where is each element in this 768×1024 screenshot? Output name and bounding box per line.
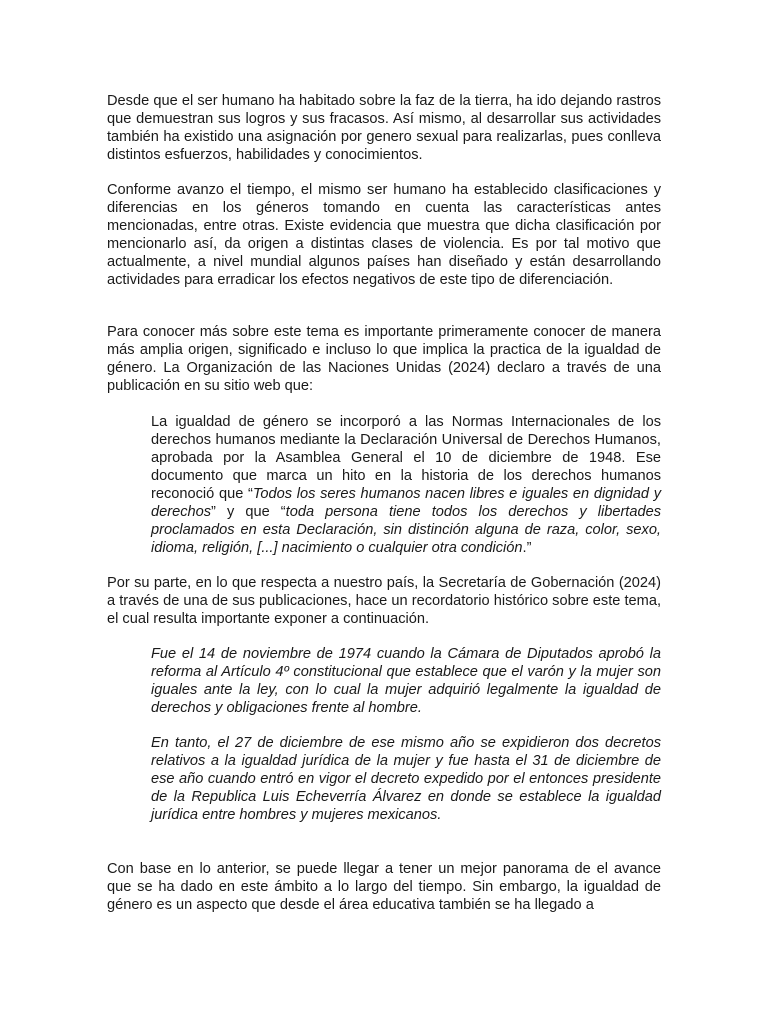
quote-italic-first: Todos los seres humanos nacen libres e iguales en dignidad y derechos bbox=[151, 486, 661, 520]
paragraph-un-intro: Para conocer más sobre este tema es importante primeramente conocer de manera más amplia origen, significado e incluso lo que implica la practica de la igualdad de género. La Organización de las Naciones Unidas (2024) declaro a través de una publicación en su sitio web que: bbox=[107, 324, 661, 394]
paragraph-intro: Desde que el ser humano ha habitado sobre la faz de la tierra, ha ido dejando rastros que demuestran sus logros y sus fracasos. Así mismo, al desarrollar sus actividades también ha existido una asignación por genero sexual para realizarlas, pues conlleva distintos esfuerzos, habilidades y conocimientos. bbox=[107, 93, 661, 163]
block-quote-segob-decrees: En tanto, el 27 de diciembre de ese mismo año se expidieron dos decretos relativos a la igualdad jurídica de la mujer y fue hasta el 31 de diciembre de ese año cuando entró en vigor el decreto expedido por el entonces presidente de la Republica Luis Echeverría Álvarez en donde se establece la igualdad jurídica entre hombres y mujeres mexicanos. bbox=[151, 735, 661, 823]
block-quote-segob-1974: Fue el 14 de noviembre de 1974 cuando la Cámara de Diputados aprobó la reforma al Artículo 4º constitucional que establece que el varón y la mujer son iguales ante la ley, con lo cual la mujer adquirió legalmente la igualdad de derechos y obligaciones frente al hombre. bbox=[151, 646, 661, 716]
quote-closing: .” bbox=[522, 540, 532, 556]
quote-connector: ” y que “ bbox=[211, 504, 286, 520]
block-quote-un bbox=[151, 413, 661, 557]
quote-plain-text: La igualdad de género se incorporó a las Normas Internacionales de los derechos humanos mediante la Declaración Universal de Derechos Humanos, aprobada por la Asamblea General el 10 de diciembre de 1948. Ese documento que marca un hito en la historia de los derechos humanos reconoció que “ bbox=[151, 414, 661, 502]
paragraph-conclusion: Con base en lo anterior, se puede llegar a tener un mejor panorama de el avance que se ha dado en este ámbito a lo largo del tiempo. Sin embargo, la igualdad de género es un aspecto que desde el área educativa también se ha llegado a bbox=[107, 861, 661, 913]
paragraph-segob-intro: Por su parte, en lo que respecta a nuestro país, la Secretaría de Gobernación (2024) a través de una de sus publicaciones, hace un recordatorio histórico sobre este tema, el cual resulta importante exponer a continuación. bbox=[107, 575, 661, 627]
quote-italic-second: toda persona tiene todos los derechos y libertades proclamados en esta Declaración, sin distinción alguna de raza, color, sexo, idioma, religión, [...] nacimiento o cualquier otra condición bbox=[151, 504, 662, 556]
paragraph-classification: Conforme avanzo el tiempo, el mismo ser humano ha establecido clasificaciones y diferencias en los géneros tomando en cuenta las características antes mencionadas, entre otras. Existe evidencia que muestra que dicha clasificación por mencionarlo así, da origen a distintas clases de violencia. Es por tal motivo que actualmente, a nivel mundial algunos países han diseñado y están desarrollando actividades para erradicar los efectos negativos de este tipo de diferenciación. bbox=[107, 182, 661, 288]
